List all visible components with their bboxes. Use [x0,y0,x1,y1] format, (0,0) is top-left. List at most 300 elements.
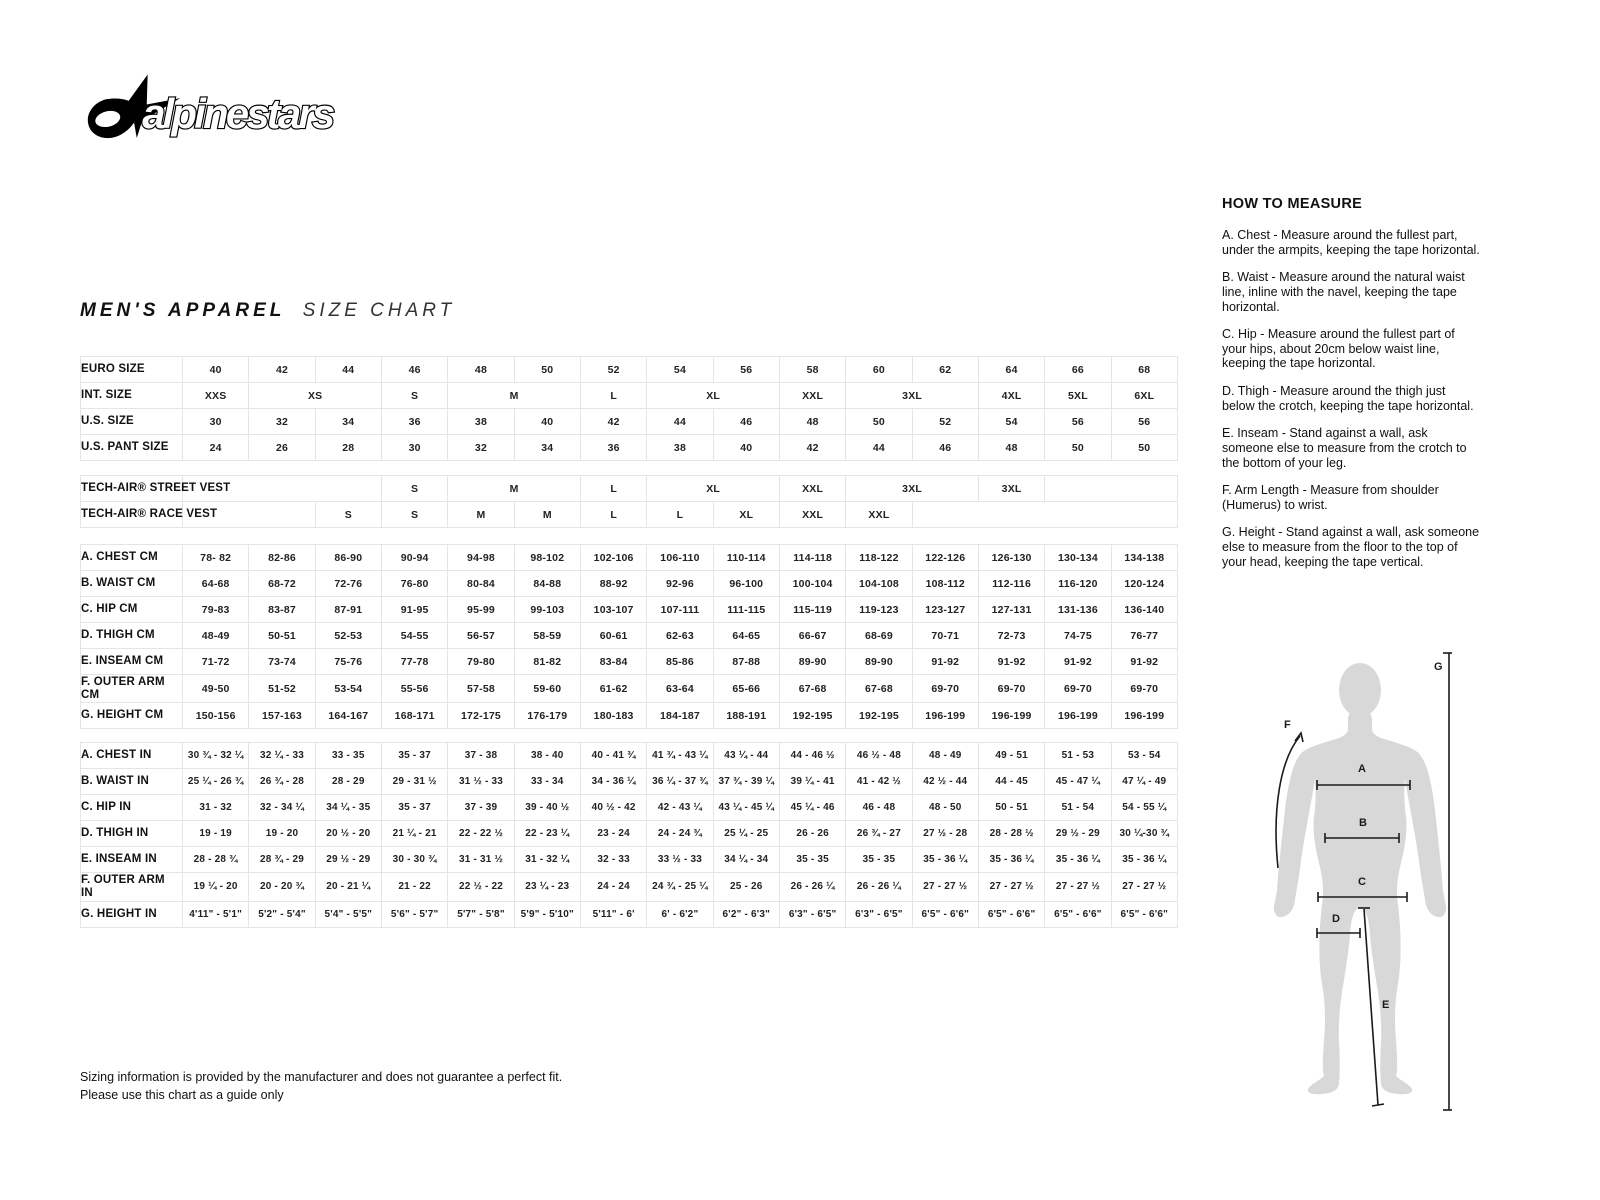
size-chart-table [80,356,1178,928]
page-title-secondary: SIZE CHART [302,300,456,321]
size-cell: 29 - 31 ½ [381,769,447,795]
size-cell: 26 ¾ - 27 [846,821,912,847]
size-cell: 50-51 [249,623,315,649]
sizes-table [80,356,1178,461]
size-cell: 99-103 [514,597,580,623]
size-cell: 176-179 [514,703,580,729]
size-cell: 65-66 [713,675,779,703]
size-cell: 100-104 [779,571,845,597]
size-cell: 50 - 51 [978,795,1044,821]
size-cell [912,502,1177,528]
size-cell: 40 [183,357,249,383]
table-row [81,847,1178,873]
row-label: EURO SIZE [81,357,183,383]
table-row [81,873,1178,901]
size-cell: 91-92 [1111,649,1177,675]
size-cell: 184-187 [647,703,713,729]
size-cell: 78- 82 [183,545,249,571]
size-cell: 130-134 [1045,545,1111,571]
size-cell: 6'5" - 6'6" [978,901,1044,927]
table-row [81,545,1178,571]
size-cell: 5'2" - 5'4" [249,901,315,927]
size-cell: M [448,383,581,409]
size-cell: 116-120 [1045,571,1111,597]
size-cell: 22 ½ - 22 [448,873,514,901]
size-cell: 37 - 39 [448,795,514,821]
size-cell: 28 - 28 ¾ [183,847,249,873]
size-cell: 34 [514,435,580,461]
size-cell: 51 - 54 [1045,795,1111,821]
size-cell: 20 - 20 ¾ [249,873,315,901]
size-cell: 122-126 [912,545,978,571]
size-cell: 33 - 34 [514,769,580,795]
row-label: E. INSEAM IN [81,847,183,873]
size-cell: 50 [514,357,580,383]
size-cell: 29 ½ - 29 [315,847,381,873]
size-cell: 59-60 [514,675,580,703]
table-row [81,901,1178,927]
table-row [81,357,1178,383]
table-row [81,597,1178,623]
size-cell: 35 - 36 ¼ [912,847,978,873]
size-cell: 6'5" - 6'6" [912,901,978,927]
row-label: G. HEIGHT CM [81,703,183,729]
size-cell: 62-63 [647,623,713,649]
size-cell: 64-65 [713,623,779,649]
size-cell: 42 ½ - 44 [912,769,978,795]
size-cell: 58-59 [514,623,580,649]
size-cell: 22 - 22 ½ [448,821,514,847]
size-cell: 127-131 [978,597,1044,623]
size-cell: 120-124 [1111,571,1177,597]
size-cell: 68-69 [846,623,912,649]
size-cell: 28 [315,435,381,461]
size-cell: L [580,502,646,528]
size-cell: 38 [448,409,514,435]
size-cell: 157-163 [249,703,315,729]
size-cell: 40 ½ - 42 [580,795,646,821]
size-cell: 61-62 [580,675,646,703]
size-cell: 68-72 [249,571,315,597]
table-row [81,476,1178,502]
size-cell: 20 ½ - 20 [315,821,381,847]
size-cell: 35 - 35 [779,847,845,873]
size-cell: 81-82 [514,649,580,675]
size-cell: 52-53 [315,623,381,649]
table-row [81,383,1178,409]
size-cell: 48 - 49 [912,743,978,769]
size-cell: 49-50 [183,675,249,703]
page-title-primary: MEN'S APPAREL [80,300,286,321]
table-row [81,571,1178,597]
size-cell: 134-138 [1111,545,1177,571]
size-cell: 118-122 [846,545,912,571]
size-cell: 35 - 36 ¼ [1111,847,1177,873]
size-cell: 92-96 [647,571,713,597]
size-cell: XS [249,383,382,409]
size-cell: 192-195 [846,703,912,729]
size-cell: 20 - 21 ¼ [315,873,381,901]
size-cell: 196-199 [1111,703,1177,729]
size-cell: 85-86 [647,649,713,675]
size-cell: 24 - 24 ¾ [647,821,713,847]
disclaimer-line-2: Please use this chart as a guide only [80,1088,284,1103]
disclaimer [80,1068,562,1104]
size-cell: 180-183 [580,703,646,729]
size-cell: 106-110 [647,545,713,571]
size-cell: 33 - 35 [315,743,381,769]
size-cell: 196-199 [1045,703,1111,729]
size-cell: 3XL [846,476,979,502]
size-cell: 136-140 [1111,597,1177,623]
size-cell: 89-90 [846,649,912,675]
size-cell: 54 [647,357,713,383]
size-cell: 26 [249,435,315,461]
size-cell: 164-167 [315,703,381,729]
size-cell: 56 [713,357,779,383]
size-cell: 168-171 [381,703,447,729]
size-cell: 26 - 26 ¼ [779,873,845,901]
size-cell: 35 - 35 [846,847,912,873]
size-cell: 26 - 26 ¼ [846,873,912,901]
size-cell: 110-114 [713,545,779,571]
row-label: F. OUTER ARM IN [81,873,183,901]
size-cell: 150-156 [183,703,249,729]
size-cell: 46 [912,435,978,461]
size-cell: 55-56 [381,675,447,703]
size-cell: 60 [846,357,912,383]
size-cell: 36 [381,409,447,435]
figure-label-chest: A [1358,763,1366,775]
size-cell: 196-199 [978,703,1044,729]
size-cell: 4XL [978,383,1044,409]
measure-step-height: G. Height - Stand against a wall, ask someone else to measure from the floor to the top of your head, keeping the tape vertical. [1222,525,1480,569]
row-label: D. THIGH CM [81,623,183,649]
figure-label-thigh: D [1332,913,1340,925]
size-cell: 27 - 27 ½ [1045,873,1111,901]
size-cell: 27 ½ - 28 [912,821,978,847]
figure-label-inseam: E [1382,999,1390,1011]
size-cell: 196-199 [912,703,978,729]
size-cell: 6'5" - 6'6" [1111,901,1177,927]
measure-step-chest: A. Chest - Measure around the fullest part, under the armpits, keeping the tape horizontal. [1222,228,1480,257]
size-cell: 40 [514,409,580,435]
size-cell: 21 ¼ - 21 [381,821,447,847]
size-cell: L [580,383,646,409]
size-cell: 56-57 [448,623,514,649]
row-label: TECH-AIR® RACE VEST [81,502,183,528]
size-cell: 72-76 [315,571,381,597]
measure-step-arm: F. Arm Length - Measure from shoulder (Humerus) to wrist. [1222,483,1439,512]
size-cell: 23 ¼ - 23 [514,873,580,901]
size-cell: 27 - 27 ½ [1111,873,1177,901]
figure-label-hip: C [1358,876,1366,888]
table-row [81,743,1178,769]
how-to-measure-section [1222,196,1480,582]
size-cell: XL [647,476,780,502]
table-row [81,703,1178,729]
size-cell: 91-95 [381,597,447,623]
alpinestars-logo [86,70,358,153]
size-cell: 32 - 33 [580,847,646,873]
size-cell: 69-70 [978,675,1044,703]
size-cell: 102-106 [580,545,646,571]
size-cell: 37 - 38 [448,743,514,769]
size-cell: 6' - 6'2" [647,901,713,927]
size-cell: 66 [1045,357,1111,383]
size-cell: M [514,502,580,528]
size-cell: 27 - 27 ½ [978,873,1044,901]
row-label: A. CHEST IN [81,743,183,769]
row-label: C. HIP CM [81,597,183,623]
size-cell: 45 - 47 ¼ [1045,769,1111,795]
size-cell: 34 [315,409,381,435]
size-cell: 39 - 40 ½ [514,795,580,821]
size-cell: 36 [580,435,646,461]
size-cell: 172-175 [448,703,514,729]
size-cell: 48-49 [183,623,249,649]
table-row [81,769,1178,795]
size-cell: 50 [846,409,912,435]
size-cell: 67-68 [779,675,845,703]
table-row [81,409,1178,435]
row-label: U.S. PANT SIZE [81,435,183,461]
alpinestars-wordmark: alpinestars [142,90,333,138]
size-cell: 31 - 31 ½ [448,847,514,873]
size-cell: 42 [779,435,845,461]
size-cell: XXL [846,502,912,528]
figure-label-height: G [1434,661,1443,673]
size-cell: XXL [779,383,845,409]
size-cell: 76-77 [1111,623,1177,649]
size-cell: 54 [978,409,1044,435]
size-cell: 69-70 [1045,675,1111,703]
alpinestars-logo-graphic [86,70,358,148]
size-cell: 31 ½ - 33 [448,769,514,795]
size-cell: 76-80 [381,571,447,597]
size-cell: 42 [249,357,315,383]
size-cell: 25 ¼ - 25 [713,821,779,847]
figure-label-waist: B [1359,817,1367,829]
size-cell: 79-80 [448,649,514,675]
size-cell: 36 ¼ - 37 ¾ [647,769,713,795]
body-silhouette-diagram [1232,628,1452,1118]
row-label: B. WAIST IN [81,769,183,795]
size-cell: 47 ¼ - 49 [1111,769,1177,795]
size-cell: 40 - 41 ¾ [580,743,646,769]
size-cell: S [315,502,381,528]
size-cell: 89-90 [779,649,845,675]
table-row [81,623,1178,649]
size-cell: 67-68 [846,675,912,703]
size-cell: 35 - 36 ¼ [978,847,1044,873]
size-cell: 51 - 53 [1045,743,1111,769]
size-cell: 87-91 [315,597,381,623]
size-cell: S [381,476,447,502]
row-label: INT. SIZE [81,383,183,409]
size-cell: 32 [448,435,514,461]
size-cell: 46 ½ - 48 [846,743,912,769]
size-cell: 96-100 [713,571,779,597]
size-cell: 88-92 [580,571,646,597]
size-cell: 44 - 45 [978,769,1044,795]
row-label: U.S. SIZE [81,409,183,435]
size-cell: 29 ½ - 29 [1045,821,1111,847]
size-cell: 23 - 24 [580,821,646,847]
size-cell: 24 - 24 [580,873,646,901]
measurement-figure [1232,628,1452,1123]
size-cell: 21 - 22 [381,873,447,901]
size-cell: 119-123 [846,597,912,623]
size-cell: 44 - 46 ½ [779,743,845,769]
size-cell: 98-102 [514,545,580,571]
size-cell: 58 [779,357,845,383]
size-cell: 46 [713,409,779,435]
tech-air-vest-table [80,475,1178,528]
size-cell: 34 - 36 ¼ [580,769,646,795]
size-cell: 5'11" - 6' [580,901,646,927]
size-cell: 48 [448,357,514,383]
size-cell: 54-55 [381,623,447,649]
size-cell: 73-74 [249,649,315,675]
size-cell: 32 [249,409,315,435]
size-cell: 3XL [846,383,979,409]
size-cell: 41 ¾ - 43 ¼ [647,743,713,769]
size-cell: 35 - 37 [381,795,447,821]
size-cell: 70-71 [912,623,978,649]
measure-step-inseam: E. Inseam - Stand against a wall, ask someone else to measure from the crotch to the bottom of your leg. [1222,426,1467,470]
size-cell: 6'5" - 6'6" [1045,901,1111,927]
size-cell: 46 [381,357,447,383]
size-cell: 79-83 [183,597,249,623]
size-cell: 25 - 26 [713,873,779,901]
size-cell: 44 [315,357,381,383]
table-row [81,502,1178,528]
size-cell: 50 [1045,435,1111,461]
size-cell: 112-116 [978,571,1044,597]
size-cell: 5'6" - 5'7" [381,901,447,927]
size-cell: 53 - 54 [1111,743,1177,769]
measure-step-thigh: D. Thigh - Measure around the thigh just below the crotch, keeping the tape horizontal. [1222,384,1474,413]
size-cell: 56 [1045,409,1111,435]
size-cell: 22 - 23 ¼ [514,821,580,847]
size-cell: 111-115 [713,597,779,623]
size-cell: 35 - 37 [381,743,447,769]
size-cell: 123-127 [912,597,978,623]
size-cell: 188-191 [713,703,779,729]
size-cell: L [580,476,646,502]
size-cell: XXL [779,476,845,502]
size-cell: 40 [713,435,779,461]
size-cell: 38 - 40 [514,743,580,769]
size-cell: 28 ¾ - 29 [249,847,315,873]
size-cell: 5'9" - 5'10" [514,901,580,927]
size-cell: 64-68 [183,571,249,597]
size-cell: 28 - 29 [315,769,381,795]
size-cell: 69-70 [912,675,978,703]
size-cell: 28 - 28 ½ [978,821,1044,847]
size-cell: 5XL [1045,383,1111,409]
size-cell: 3XL [978,476,1044,502]
size-cell: 77-78 [381,649,447,675]
size-cell: 31 - 32 ¼ [514,847,580,873]
size-cell: 56 [1111,409,1177,435]
size-cell: 104-108 [846,571,912,597]
table-row [81,435,1178,461]
size-cell: 42 - 43 ¼ [647,795,713,821]
row-label: G. HEIGHT IN [81,901,183,927]
size-cell: 30 [183,409,249,435]
size-cell: 26 - 26 [779,821,845,847]
size-cell: 68 [1111,357,1177,383]
size-cell: 43 ¼ - 45 ¼ [713,795,779,821]
size-cell: 27 - 27 ½ [912,873,978,901]
measurements-cm-table [80,544,1178,729]
size-cell: 107-111 [647,597,713,623]
height-measure-line [1443,653,1452,1110]
size-cell: 44 [647,409,713,435]
size-cell: 44 [846,435,912,461]
measurements-in-table [80,742,1178,927]
measure-step-waist: B. Waist - Measure around the natural waist line, inline with the navel, keeping the tape horizontal. [1222,270,1465,314]
size-cell: 34 ¼ - 34 [713,847,779,873]
size-cell: 94-98 [448,545,514,571]
size-cell: 30 ¾ - 32 ¼ [183,743,249,769]
size-cell: XL [647,383,780,409]
size-cell: 60-61 [580,623,646,649]
size-cell: 31 - 32 [183,795,249,821]
size-cell: 33 ½ - 33 [647,847,713,873]
size-cell: 95-99 [448,597,514,623]
row-label: F. OUTER ARM CM [81,675,183,703]
size-cell: 63-64 [647,675,713,703]
size-cell: S [381,383,447,409]
size-cell: 82-86 [249,545,315,571]
size-cell: 30 ¼-30 ¾ [1111,821,1177,847]
size-cell: 41 - 42 ½ [846,769,912,795]
size-cell: M [448,502,514,528]
size-cell: 24 [183,435,249,461]
size-cell: 54 - 55 ¼ [1111,795,1177,821]
row-label: B. WAIST CM [81,571,183,597]
row-label: C. HIP IN [81,795,183,821]
size-cell: L [647,502,713,528]
size-cell: 87-88 [713,649,779,675]
size-cell: 4'11" - 5'1" [183,901,249,927]
size-cell: 6'2" - 6'3" [713,901,779,927]
size-cell: 19 - 19 [183,821,249,847]
size-cell: 46 - 48 [846,795,912,821]
size-cell: 30 [381,435,447,461]
size-cell: 74-75 [1045,623,1111,649]
size-cell: 80-84 [448,571,514,597]
size-cell: 32 ¼ - 33 [249,743,315,769]
table-row [81,675,1178,703]
size-cell: 48 [978,435,1044,461]
size-cell: 6'3" - 6'5" [779,901,845,927]
size-cell: 34 ¼ - 35 [315,795,381,821]
size-cell: 72-73 [978,623,1044,649]
size-cell: 91-92 [1045,649,1111,675]
figure-label-arm: F [1284,719,1291,731]
size-cell: 86-90 [315,545,381,571]
size-cell: 62 [912,357,978,383]
size-cell: 50 [1111,435,1177,461]
size-cell: XL [713,502,779,528]
size-cell: 71-72 [183,649,249,675]
size-cell: S [381,502,447,528]
how-to-measure-heading: HOW TO MEASURE [1222,196,1363,212]
